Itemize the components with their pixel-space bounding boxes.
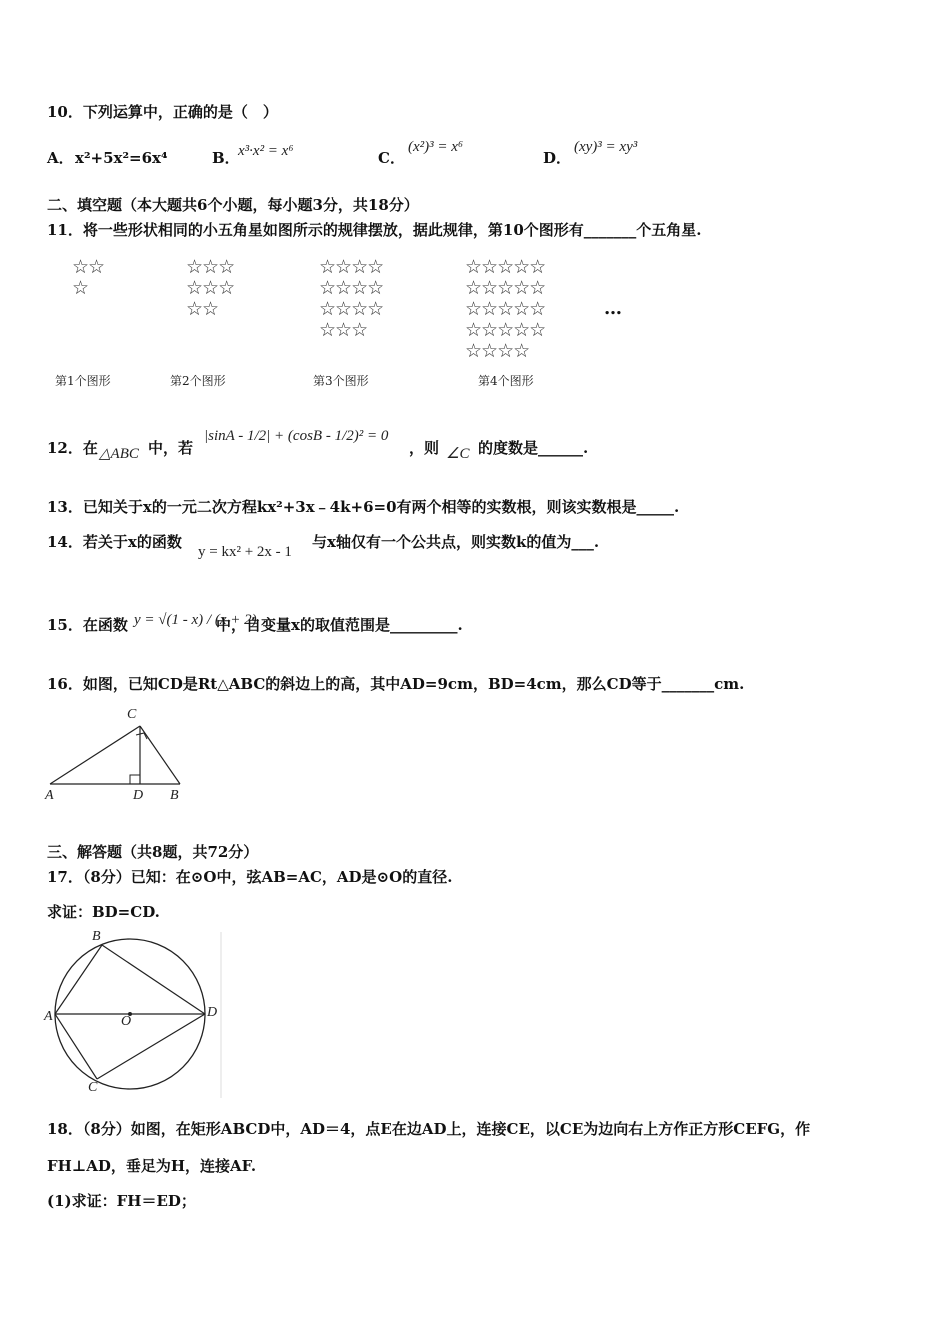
- q14-suffix: 与x轴仅有一个公共点，则实数k的值为___.: [312, 533, 600, 551]
- q11-caption-3: 第3个图形: [313, 374, 369, 388]
- q12-triangle: △ABC: [99, 446, 139, 462]
- q11-caption-2: 第2个图形: [170, 374, 226, 388]
- q10-option-c: (x²)³ = x⁶: [408, 139, 464, 155]
- q13-text: 13．已知关于x的一元二次方程kx²+3x﹣4k+6=0有两个相等的实数根，则该实数根是_____.: [47, 498, 680, 516]
- q12-angle: ∠C: [446, 446, 470, 462]
- q10-option-b: x³·x² = x⁶: [238, 143, 294, 159]
- q17-prove: 求证：BD=CD.: [47, 903, 160, 921]
- q14-prefix: 14．若关于x的函数: [47, 533, 182, 551]
- q11-stem: 11．将一些形状相同的小五角星如图所示的规律摆放，据此规律，第10个图形有_______个五角星.: [47, 221, 702, 239]
- q18-line1: 18．（8分）如图，在矩形ABCD中，AD＝4，点E在边AD上，连接CE，以CE为边向右上方作正方形CEFG，作: [47, 1120, 811, 1138]
- q17-label-c: C: [88, 1080, 98, 1095]
- q14-function: y = kx² + 2x - 1: [198, 544, 292, 560]
- q17-stem: 17．（8分）已知：在⊙O中，弦AB=AC，AD是⊙O的直径.: [47, 868, 453, 886]
- q18-line2: FH⊥AD，垂足为H，连接AF.: [47, 1157, 257, 1175]
- q15-suffix: 中，自变量x的取值范围是_________.: [216, 616, 463, 634]
- q10-option-d-label: D．: [543, 149, 572, 167]
- section2-title: 二、填空题（本大题共6个小题，每小题3分，共18分）: [47, 196, 419, 214]
- q11-caption-1: 第1个图形: [55, 374, 111, 388]
- q17-label-a: A: [44, 1009, 53, 1024]
- q17-chord-bd: [102, 945, 205, 1014]
- q11-caption-4: 第4个图形: [478, 374, 534, 388]
- q18-part1: (1)求证：FH＝ED；: [47, 1192, 196, 1210]
- q17-circle-figure: [45, 930, 225, 1100]
- q12-equation: |sinA - 1/2| + (cosB - 1/2)² = 0: [204, 428, 389, 444]
- q10-option-b-label: B．: [212, 149, 240, 167]
- q11-figure-1-stars: ☆☆ ☆: [72, 256, 105, 299]
- q11-figure-3-stars: ☆☆☆☆ ☆☆☆☆ ☆☆☆☆ ☆☆☆: [319, 256, 384, 341]
- q10-option-a-label: A．: [47, 149, 74, 167]
- section3-title: 三、解答题（共8题，共72分）: [47, 843, 259, 861]
- q17-label-b: B: [92, 929, 101, 944]
- q12-suffix1: ，则: [409, 439, 440, 457]
- q12-suffix2: 的度数是______.: [478, 439, 589, 457]
- q11-figure-2-stars: ☆☆☆ ☆☆☆ ☆☆: [186, 256, 235, 320]
- q17-label-o: O: [121, 1014, 132, 1029]
- q16-side-ac: [50, 726, 140, 784]
- q17-chord-ac: [55, 1014, 97, 1079]
- q16-label-c: C: [127, 707, 137, 722]
- q15-function: y = √(1 - x) / (x + 2): [134, 612, 257, 628]
- q16-right-angle-d: [130, 775, 140, 784]
- q10-option-a: x²+5x²=6x⁴: [75, 149, 168, 167]
- q17-chord-ab: [55, 945, 102, 1014]
- q16-text: 16．如图，已知CD是Rt△ABC的斜边上的高，其中AD=9cm，BD=4cm，那么CD等于_______cm.: [47, 675, 745, 693]
- q16-triangle-figure: [48, 722, 188, 802]
- q17-label-d: D: [207, 1005, 218, 1020]
- q15-prefix: 15．在函数: [47, 616, 128, 634]
- q16-label-b: B: [170, 788, 179, 803]
- q16-label-d: D: [133, 788, 144, 803]
- q16-label-a: A: [45, 788, 54, 803]
- q17-chord-cd: [97, 1014, 205, 1079]
- q11-ellipsis: …: [604, 298, 622, 319]
- q12-mid: 中，若: [148, 439, 194, 457]
- q10-stem: 10．下列运算中，正确的是（ ）: [47, 103, 278, 121]
- q11-figure-4-stars: ☆☆☆☆☆ ☆☆☆☆☆ ☆☆☆☆☆ ☆☆☆☆☆ ☆☆☆☆: [465, 256, 546, 362]
- q10-option-c-label: C．: [378, 149, 405, 167]
- q12-prefix: 12．在: [47, 439, 98, 457]
- q10-option-d: (xy)³ = xy³: [574, 139, 638, 155]
- q16-side-cb: [140, 726, 180, 784]
